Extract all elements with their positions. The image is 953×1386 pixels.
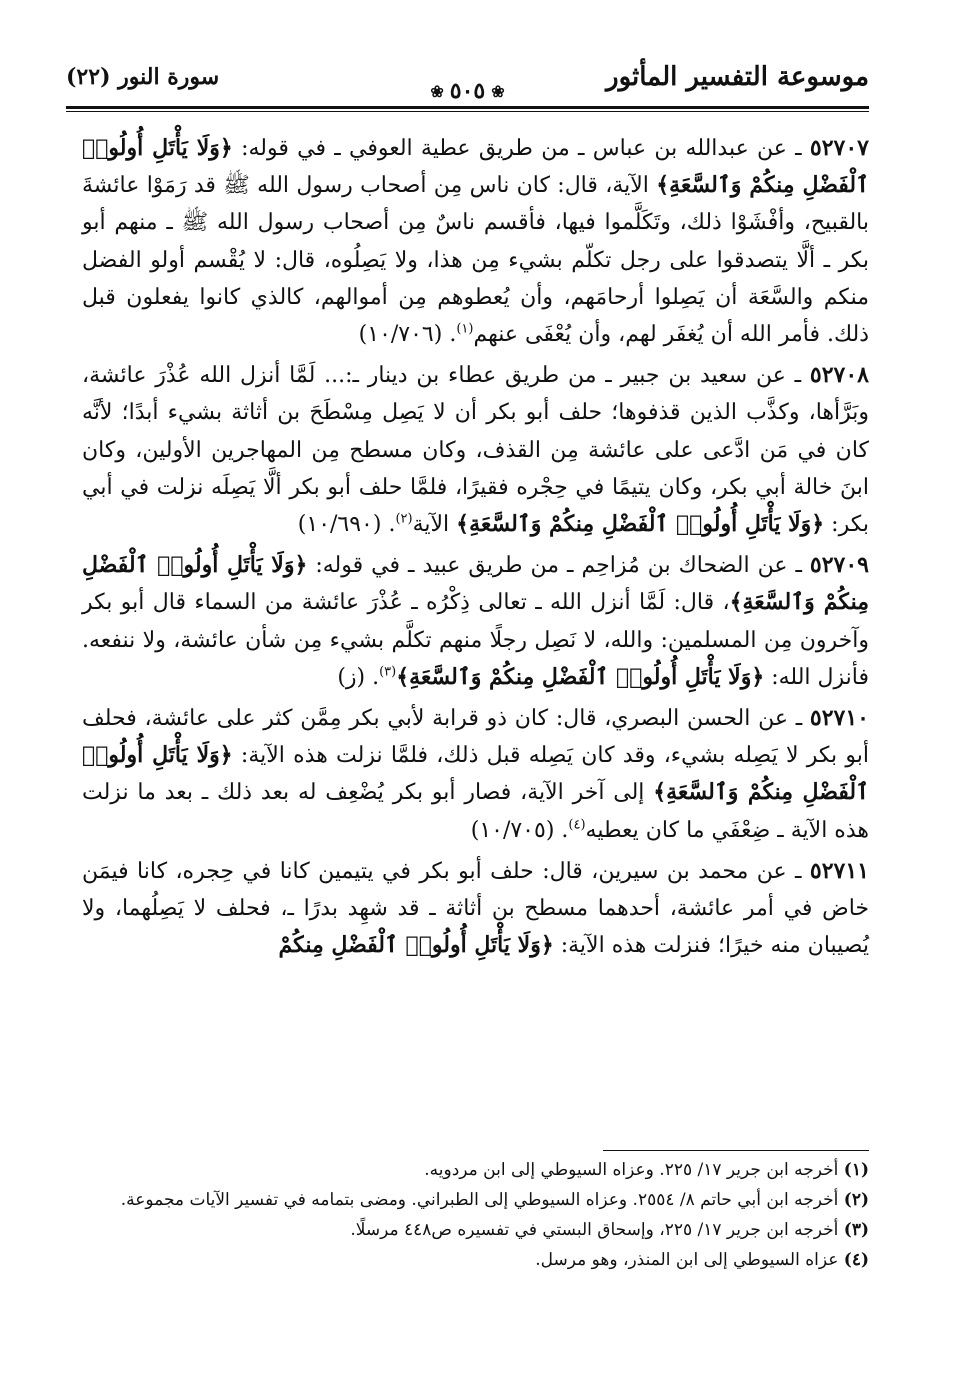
entry-text-continued: الآية، قال: كان ناس مِن أصحاب رسول الله ﷺ قد رَمَوْا عائشةَ بالقبيح، وأفْشَوْا ذلك، وتَكَلَّموا فيها، فأقسم ناسٌ مِن أصحاب رسول الله ﷺ ـ منهم أبو بكر ـ ألَّا يتصدقوا على رجل تكلّم بشيء مِن هذا، ولا يَصِلُوه، قال: لا يُقْسم أولو الفضل منكم والسَّعَة أن يَصِلوا أرحامَهم، وأن يُعطوهم مِن أموالهم، كالذي كانوا يفعلون قبل ذلك. فأمر الله أن يُغفَر لهم، وأن يُعْفَى عنهم <box>82 173 869 348</box>
footnote-number: (٤) <box>843 1250 869 1270</box>
entry-52710 <box>82 700 869 849</box>
footnote-text: عزاه السيوطي إلى ابن المنذر، وهو مرسل. <box>535 1250 844 1270</box>
entry-text: ـ عن الضحاك بن مُزاحِم ـ من طريق عبيد ـ في قوله: <box>307 553 810 579</box>
volume-reference: . (١٠/٧٠٦) <box>358 322 457 348</box>
footnote-number: (٣) <box>843 1220 869 1240</box>
header-rule <box>66 106 869 109</box>
footnote-marker[interactable]: (٣) <box>379 664 397 680</box>
footnote-text: أخرجه ابن جرير ١٧/ ٢٢٥، وإسحاق البستي في تفسيره ص٤٤٨ مرسلًا. <box>350 1220 844 1240</box>
entry-text: ـ عن عبدالله بن عباس ـ من طريق عطية العوفي ـ في قوله: <box>232 136 810 161</box>
quran-quote: ﴿وَلَا يَأْتَلِ أُولُوا۟ ٱلْفَضْلِ مِنكُمْ وَٱلسَّعَةِ﴾ <box>82 742 869 806</box>
footnote-text: أخرجه ابن أبي حاتم ٨/ ٢٥٥٤. وعزاه السيوطي إلى الطبراني. ومضى بتمامه في تفسير الآيات مجموعة. <box>120 1190 844 1210</box>
entry-text: ـ عن محمد بن سيرين، قال: حلف أبو بكر في يتيمين كانا في حِجره، كانا فيمَن خاض في أمر عائشة، أحدهما مسطح بن أثاثة ـ قد شهِد بدرًا ـ، فحلف لا يَصِلُهما، ولا يُصيبان منه خيرًا؛ فنزلت هذه الآية: <box>82 858 869 959</box>
ornament-left-icon: ❀ <box>430 81 444 101</box>
surah-label: سورة النور (٢٢) <box>66 64 220 90</box>
footnote-1 <box>82 1157 869 1183</box>
footnote-4 <box>82 1247 869 1273</box>
footnote-text: أخرجه ابن جرير ١٧/ ٢٢٥. وعزاه السيوطي إلى ابن مردويه. <box>424 1160 844 1180</box>
entry-number: ٥٢٧١١ <box>809 857 869 884</box>
entry-text-continued: إلى آخر الآية، فصار أبو بكر يُضْعِف له بعد ذلك ـ بعد ما نزلت هذه الآية ـ ضِعْفَي ما كان يعطيه <box>82 780 869 843</box>
footnote-marker[interactable]: (٢) <box>395 511 413 527</box>
entry-number: ٥٢٧١٠ <box>809 705 869 732</box>
footnote-marker[interactable]: (١) <box>456 321 474 337</box>
entry-text: ـ عن سعيد بن جبير ـ من طريق عطاء بن دينار ـ:... لَمَّا أنزل الله عُذْرَ عائشة، وبَرَّأها، وكذَّب الذين قذفوها؛ حلف أبو بكر أن لا يَصِل مِسْطَحَ بن أثاثة بشيء أبدًا؛ لأنَّه كان في مَن ادَّعى على عائشة مِن القذف، وكان مسطح مِن المهاجرين الأولين، وكان ابنَ خالة أبي بكر، وكان يتيمًا في حِجْره فقيرًا، فلمَّا حلف أبو بكر ألَّا يَصِلَه نزلت في أبي بكر: <box>82 363 869 538</box>
quran-quote: ﴿وَلَا يَأْتَلِ أُولُوا۟ ٱلْفَضْلِ مِنكُمْ وَٱلسَّعَةِ﴾ <box>82 135 869 199</box>
volume-reference: . (ز) <box>337 664 380 690</box>
footnote-number: (١) <box>843 1160 869 1180</box>
header-rule-thin <box>66 111 869 112</box>
footnote-2 <box>82 1187 869 1213</box>
page-number-block <box>430 78 504 104</box>
entry-number: ٥٢٧٠٩ <box>809 552 869 579</box>
entry-52709 <box>82 547 869 696</box>
book-title: موسوعة التفسير المأثور <box>606 62 869 92</box>
volume-reference: . (١٠/٧٠٥) <box>470 817 569 843</box>
footnotes <box>82 1157 869 1277</box>
quran-quote-2: ﴿وَلَا يَأْتَلِ أُولُوا۟ ٱلْفَضْلِ مِنكُمْ وَٱلسَّعَةِ﴾ <box>396 663 765 690</box>
footnote-marker[interactable]: (٤) <box>568 817 586 833</box>
volume-reference: . (١٠/٦٩٠) <box>297 512 396 538</box>
footnote-3 <box>82 1217 869 1243</box>
footnote-separator <box>603 1150 869 1151</box>
page-header <box>66 58 869 114</box>
quran-quote: ﴿وَلَا يَأْتَلِ أُولُوا۟ ٱلْفَضْلِ مِنكُمْ وَٱلسَّعَةِ﴾ <box>456 511 825 538</box>
footnote-number: (٢) <box>843 1190 869 1210</box>
entry-text-continued: ، قال: لَمَّا أنزل الله ـ تعالى ذِكْرُه ـ عُذْرَ عائشة من السماء قال أبو بكر وآخرون مِن المسلمين: والله، لا نَصِل رجلًا منهم تكلَّم بشيء مِن شأن عائشة، ولا ننفعه. فأنزل الله: <box>82 590 869 690</box>
entry-52708 <box>82 357 869 543</box>
page-number: ٥٠٥ <box>449 78 486 104</box>
entry-text-continued: الآية <box>412 512 457 538</box>
entry-52711 <box>82 853 869 965</box>
entry-number: ٥٢٧٠٨ <box>809 362 869 389</box>
entry-52707 <box>82 130 869 353</box>
entry-number: ٥٢٧٠٧ <box>809 135 869 161</box>
entry-text: ـ عن الحسن البصري، قال: كان ذو قرابة لأبي بكر مِمَّن كثر على عائشة، فحلف أبو بكر لا يَصِله بشيء، وقد كان يَصِله قبل ذلك، فلمَّا نزلت هذه الآية: <box>82 706 869 769</box>
ornament-right-icon: ❀ <box>491 81 505 101</box>
quran-quote: ﴿وَلَا يَأْتَلِ أُولُوا۟ ٱلْفَضْلِ مِنكُمْ <box>278 932 554 959</box>
quran-quote: ﴿وَلَا يَأْتَلِ أُولُوا۟ ٱلْفَضْلِ مِنكُمْ وَٱلسَّعَةِ﴾ <box>82 552 869 616</box>
main-text <box>82 130 869 968</box>
